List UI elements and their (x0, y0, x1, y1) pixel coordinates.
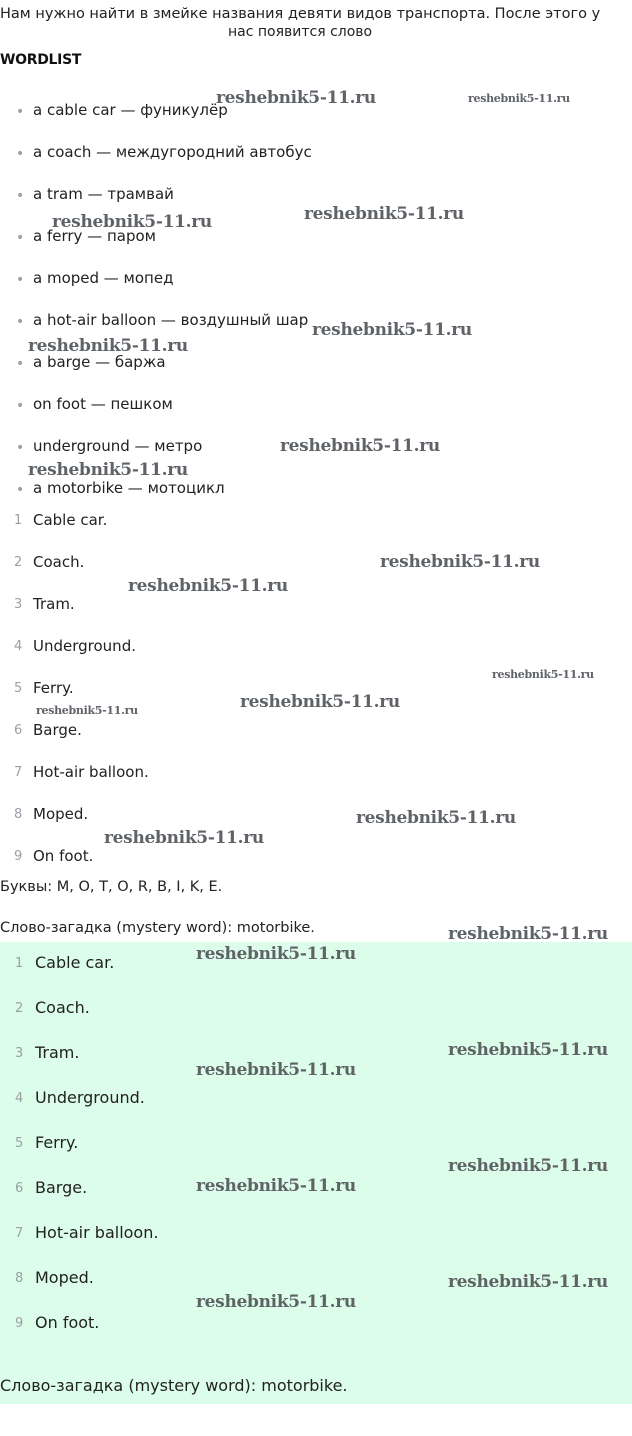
answer-number: 6 (15, 1181, 24, 1196)
answer-item: Hot-air balloon. (35, 1223, 159, 1242)
answer-item: Ferry. (33, 679, 74, 697)
watermark: reshebnik5-11.ru (104, 828, 264, 848)
wordlist-item: on foot — пешком (33, 395, 173, 413)
answer-number: 1 (14, 513, 23, 528)
answer-item: Cable car. (33, 511, 108, 529)
answer-number: 7 (15, 1226, 24, 1241)
answer-number: 9 (14, 849, 23, 864)
watermark: reshebnik5-11.ru (216, 88, 376, 108)
answer-number: 6 (14, 723, 23, 738)
watermark: reshebnik5-11.ru (196, 1292, 356, 1312)
bullet-dot: • (16, 230, 25, 246)
answer-item: Barge. (33, 721, 82, 739)
wordlist-item: underground — метро (33, 437, 203, 455)
answer-number: 8 (15, 1271, 24, 1286)
bullet-dot: • (16, 272, 25, 288)
answer-item: Moped. (35, 1268, 94, 1287)
watermark: reshebnik5-11.ru (128, 576, 288, 596)
watermark: reshebnik5-11.ru (448, 1040, 608, 1060)
answer-item: Tram. (33, 595, 75, 613)
watermark: reshebnik5-11.ru (468, 92, 570, 105)
answer-item: Underground. (33, 637, 136, 655)
answer-number: 1 (15, 956, 24, 971)
answer-number: 2 (14, 555, 23, 570)
letters-line: Буквы: M, O, T, O, R, B, I, K, E. (0, 879, 223, 895)
wordlist-item: a barge — баржа (33, 353, 166, 371)
answer-item: Coach. (33, 553, 85, 571)
watermark: reshebnik5-11.ru (304, 204, 464, 224)
watermark: reshebnik5-11.ru (52, 212, 212, 232)
wordlist-item: a moped — мопед (33, 269, 174, 287)
watermark: reshebnik5-11.ru (28, 336, 188, 356)
bullet-dot: • (16, 104, 25, 120)
bullet-dot: • (16, 440, 25, 456)
answer-item: Hot-air balloon. (33, 763, 149, 781)
wordlist-item: a motorbike — мотоцикл (33, 479, 225, 497)
watermark: reshebnik5-11.ru (448, 1272, 608, 1292)
watermark: reshebnik5-11.ru (196, 1176, 356, 1196)
answer-item: Underground. (35, 1088, 145, 1107)
answer-number: 3 (14, 597, 23, 612)
watermark: reshebnik5-11.ru (448, 1156, 608, 1176)
bullet-dot: • (16, 314, 25, 330)
watermark: reshebnik5-11.ru (240, 692, 400, 712)
wordlist-item: a cable car — фуникулёр (33, 101, 228, 119)
answer-number: 2 (15, 1001, 24, 1016)
wordlist-heading: WORDLIST (0, 52, 82, 68)
bullet-dot: • (16, 398, 25, 414)
intro-text: Нам нужно найти в змейке названия девяти видов транспорта. После этого у (0, 6, 601, 22)
wordlist-item: a tram — трамвай (33, 185, 174, 203)
answer-number: 4 (14, 639, 23, 654)
answer-number: 9 (15, 1316, 24, 1331)
intro-text-cutoff: нас появится слово (228, 24, 373, 40)
watermark: reshebnik5-11.ru (196, 944, 356, 964)
watermark: reshebnik5-11.ru (380, 552, 540, 572)
watermark: reshebnik5-11.ru (312, 320, 472, 340)
bullet-dot: • (16, 146, 25, 162)
answer-item: On foot. (35, 1313, 100, 1332)
wordlist-item: a ferry — паром (33, 227, 156, 245)
bullet-dot: • (16, 356, 25, 372)
answer-number: 5 (15, 1136, 24, 1151)
answer-item: Tram. (35, 1043, 80, 1062)
answer-item: Ferry. (35, 1133, 79, 1152)
watermark: reshebnik5-11.ru (492, 668, 594, 681)
watermark: reshebnik5-11.ru (280, 436, 440, 456)
answer-number: 5 (14, 681, 23, 696)
watermark: reshebnik5-11.ru (356, 808, 516, 828)
wordlist-item: a coach — междугородний автобус (33, 143, 312, 161)
answer-item: Barge. (35, 1178, 88, 1197)
answer-number: 4 (15, 1091, 24, 1106)
answer-item: On foot. (33, 847, 94, 865)
answer-item: Cable car. (35, 953, 115, 972)
watermark: reshebnik5-11.ru (36, 704, 138, 717)
answer-number: 7 (14, 765, 23, 780)
mystery-word-line: Слово-загадка (mystery word): motorbike. (0, 920, 315, 936)
answer-item: Moped. (33, 805, 89, 823)
answer-box-mystery-word: Слово-загадка (mystery word): motorbike. (0, 1376, 348, 1395)
watermark: reshebnik5-11.ru (28, 460, 188, 480)
answer-number: 3 (15, 1046, 24, 1061)
bullet-dot: • (16, 482, 25, 498)
bullet-dot: • (16, 188, 25, 204)
watermark: reshebnik5-11.ru (196, 1060, 356, 1080)
answer-item: Coach. (35, 998, 90, 1017)
answer-number: 8 (14, 807, 23, 822)
wordlist-item: a hot-air balloon — воздушный шар (33, 311, 309, 329)
watermark: reshebnik5-11.ru (448, 924, 608, 944)
